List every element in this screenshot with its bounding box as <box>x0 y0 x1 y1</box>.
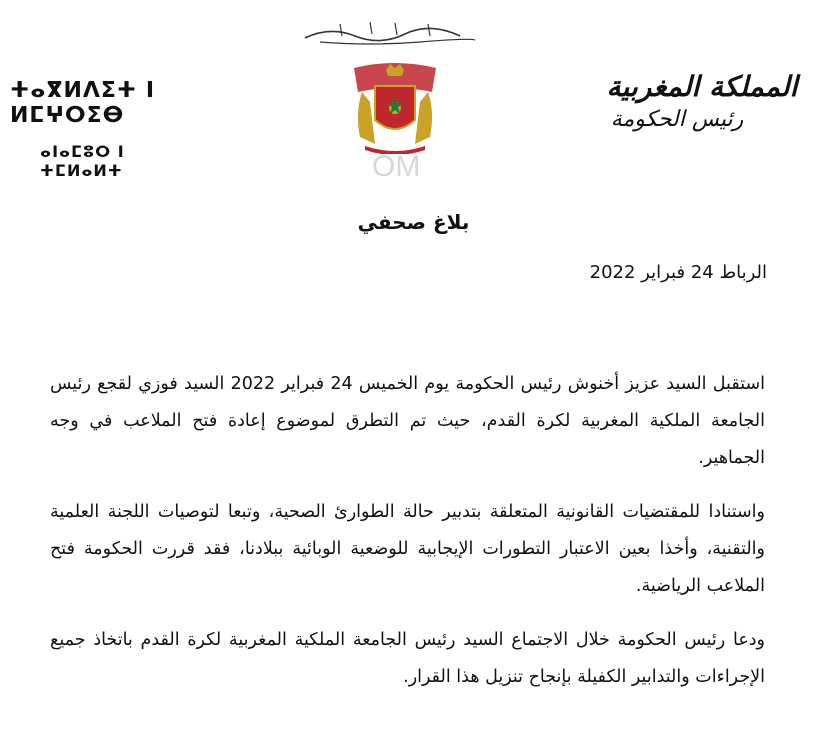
moroccan-coat-of-arms-icon <box>340 62 450 154</box>
kingdom-header <box>587 70 817 132</box>
watermark: OM <box>372 150 421 183</box>
document-title: بلاغ صحفي <box>357 210 470 234</box>
tifinagh-kingdom-text: ⵜⴰⴳⵍⴷⵉⵜ ⵏ ⵍⵎⵖⵔⵉⴱ <box>10 78 156 128</box>
paragraph: استقبل السيد عزيز أخنوش رئيس الحكومة يوم الخميس 24 فبراير 2022 السيد فوزي لقجع رئيس الجامعة الملكية المغربية لكرة القدم، حيث تم التطرق لموضوع إعادة فتح الملاعب في وجه الجماهير. <box>50 374 765 468</box>
basmala-calligraphy-icon <box>300 18 480 48</box>
document-body <box>50 366 765 713</box>
document-dateline: الرباط 24 فبراير 2022 <box>589 262 767 283</box>
office-title: رئيس الحكومة <box>610 107 744 132</box>
paragraph: واستنادا للمقتضيات القانونية المتعلقة بتدبير حالة الطوارئ الصحية، وتبعا لتوصيات اللجنة العلمية والتقنية، وأخذا بعين الاعتبار التطورات الإيجابية للوضعية الوبائية ببلادنا، فقد قررت الحكومة فتح الملاعب الرياضية. <box>50 502 765 596</box>
basmala-calligraphy <box>300 18 480 48</box>
tifinagh-office-text: ⴰⵏⴰⵎⵓⵔ ⵏ ⵜⵎⵍⴰⵍⵜ <box>40 142 125 180</box>
paragraph: ودعا رئيس الحكومة خلال الاجتماع السيد رئيس الجامعة الملكية المغربية لكرة القدم باتخاذ جميع الإجراءات والتدابير الكفيلة بإنجاح تنزيل هذا القرار. <box>50 630 765 687</box>
kingdom-title: المملكة المغربية <box>606 70 798 103</box>
tifinagh-heading <box>10 78 200 180</box>
